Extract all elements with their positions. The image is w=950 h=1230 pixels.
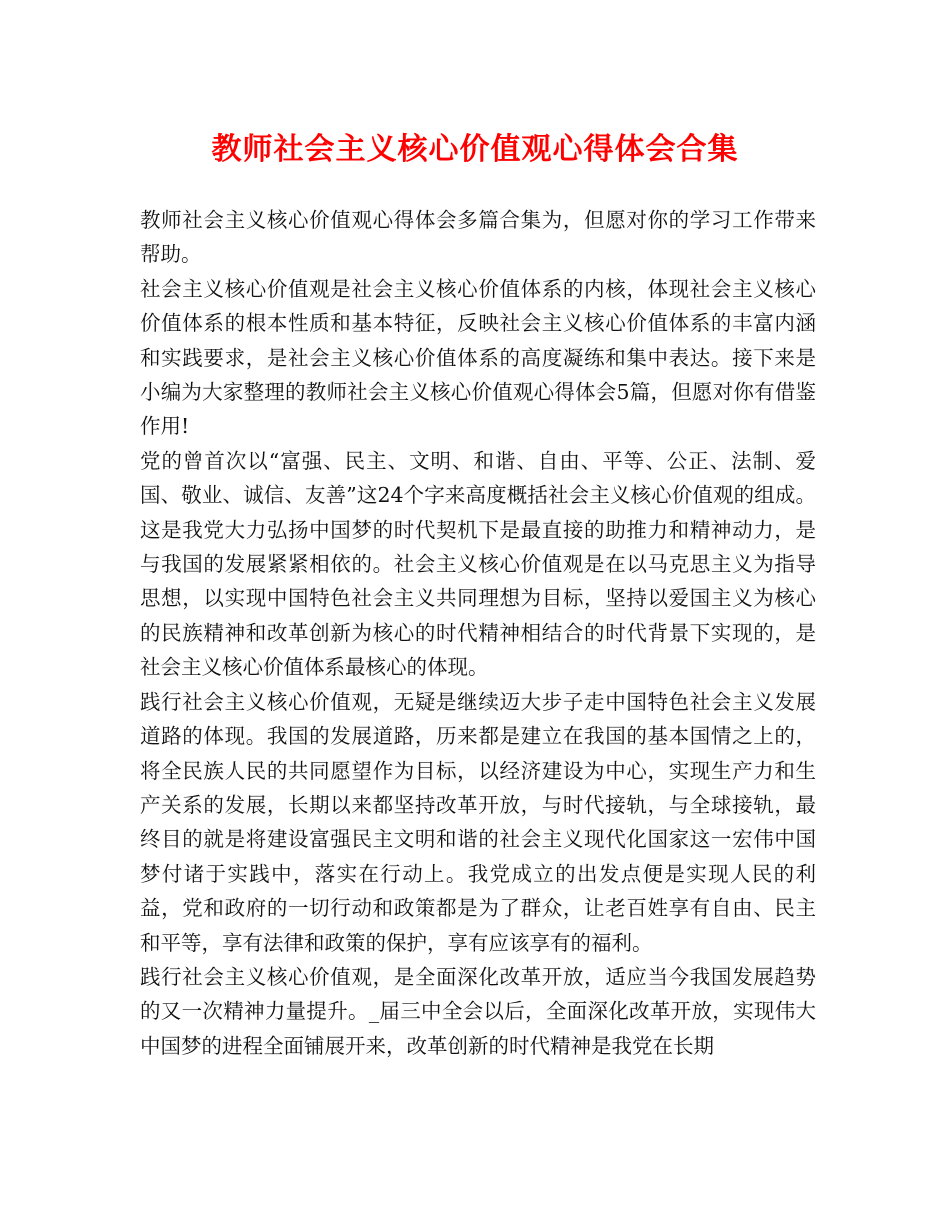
document-title: 教师社会主义核心价值观心得体会合集 [211,132,739,167]
paragraph-intro: 教师社会主义核心价值观心得体会多篇合集为，但愿对你的学习工作带来帮助。 [140,208,816,267]
paragraph-core-values: 党的曾首次以“富强、民主、文明、和谐、自由、平等、公正、法制、爱国、敬业、诚信、友善”这24个字来高度概括社会主义核心价值观的组成。这是我党大力弘扬中国梦的时代契机下是最直接的助推力和精神动力，是与我国的发展紧紧相依的。社会主义核心价值观是在以马克思主义为指导思想，以实现中国特色社会主义共同理想为目标，坚持以爱国主义为核心的民族精神和改革创新为核心的时代精神相结合的时代背景下实现的，是社会主义核心价值体系最核心的体现。 [140,448,816,680]
paragraph-definition: 社会主义核心价值观是社会主义核心价值体系的内核，体现社会主义核心价值体系的根本性质和基本特征，反映社会主义核心价值体系的丰富内涵和实践要求，是社会主义核心价值体系的高度凝练和集中表达。接下来是小编为大家整理的教师社会主义核心价值观心得体会5篇，但愿对你有借鉴作用! [140,276,816,439]
paragraph-development-path: 践行社会主义核心价值观，无疑是继续迈大步子走中国特色社会主义发展道路的体现。我国的发展道路，历来都是建立在我国的基本国情之上的，将全民族人民的共同愿望作为目标，以经济建设为中心，实现生产力和生产关系的发展，长期以来都坚持改革开放，与时代接轨，与全球接轨，最终目的就是将建设富强民主文明和谐的社会主义现代化国家这一宏伟中国梦付诸于实践中，落实在行动上。我党成立的出发点便是实现人民的利益，党和政府的一切行动和政策都是为了群众，让老百姓享有自由、民主和平等，享有法律和政策的保护，享有应该享有的福利。 [140,689,816,955]
paragraph-reform: 践行社会主义核心价值观，是全面深化改革开放，适应当今我国发展趋势的又一次精神力量提升。_届三中全会以后，全面深化改革开放，实现伟大中国梦的进程全面铺展开来，改革创新的时代精神是我党在长期 [140,964,816,1058]
document-body [140,203,816,1063]
